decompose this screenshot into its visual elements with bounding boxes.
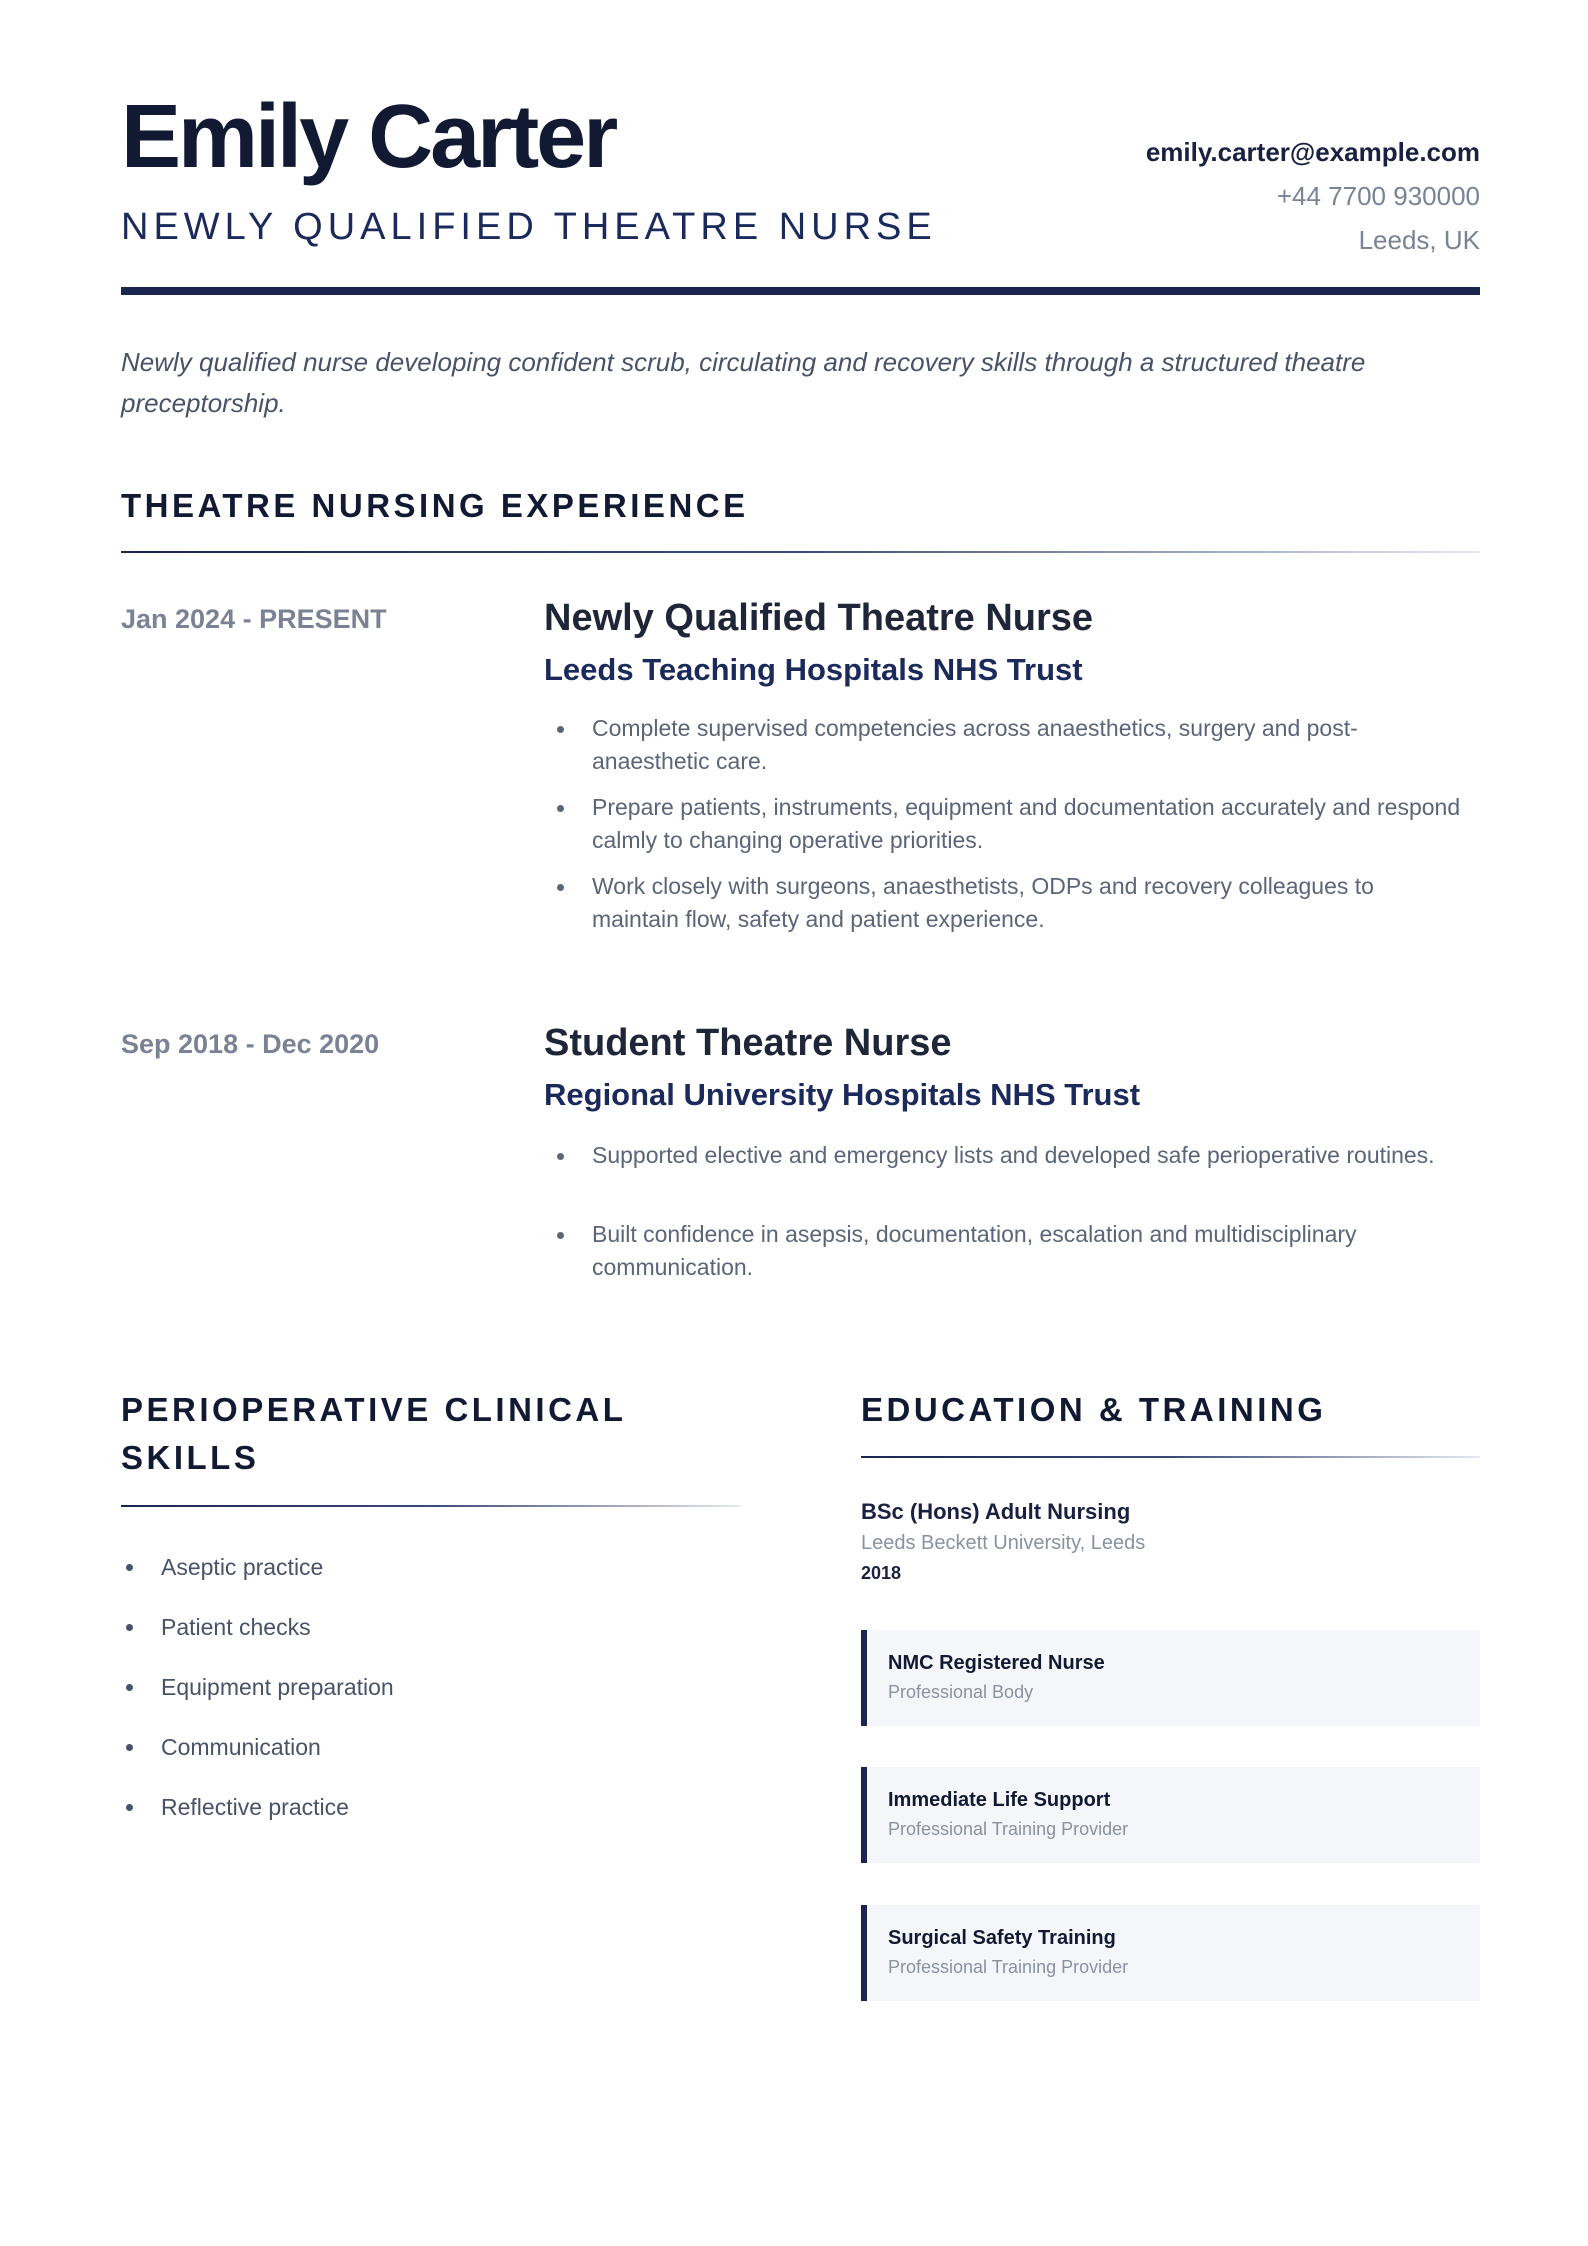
certification-org: Professional Training Provider bbox=[888, 1819, 1129, 1839]
job-1-employer: Leeds Teaching Hospitals NHS Trust bbox=[544, 652, 1083, 687]
job-2-employer: Regional University Hospitals NHS Trust bbox=[544, 1077, 1141, 1112]
skill-item: Aseptic practice bbox=[121, 1549, 661, 1585]
education-heading: EDUCATION & TRAINING bbox=[861, 1391, 1327, 1428]
job-1-bullet-1: Complete supervised competencies across anaesthetics, surgery and post-anaesthetic care. bbox=[544, 712, 1464, 778]
job-1-bullet-3: Work closely with surgeons, anaesthetists, ODPs and recovery colleagues to maintain flow, safety and patient experience. bbox=[544, 870, 1464, 936]
education-school: Leeds Beckett University, Leeds bbox=[861, 1532, 1146, 1554]
skills-heading-line-2: SKILLS bbox=[121, 1439, 260, 1476]
contact-phone: +44 7700 930000 bbox=[1276, 181, 1480, 211]
skill-item: Patient checks bbox=[121, 1609, 661, 1645]
certification-org: Professional Body bbox=[888, 1682, 1034, 1702]
job-1-dates: Jan 2024 - PRESENT bbox=[121, 604, 387, 634]
certification-org: Professional Training Provider bbox=[888, 1957, 1129, 1977]
skill-item: Reflective practice bbox=[121, 1789, 661, 1825]
job-2-bullet-1: Supported elective and emergency lists and developed safe perioperative routines. bbox=[544, 1139, 1464, 1172]
certification-card bbox=[861, 1905, 1480, 2001]
skill-item: Communication bbox=[121, 1729, 661, 1765]
skills-heading-line-1: PERIOPERATIVE CLINICAL bbox=[121, 1391, 627, 1428]
contact-block bbox=[1146, 130, 1480, 262]
certification-name: Immediate Life Support bbox=[888, 1789, 1111, 1811]
education-divider bbox=[861, 1456, 1480, 1458]
job-2-dates: Sep 2018 - Dec 2020 bbox=[121, 1029, 380, 1059]
education-degree: BSc (Hons) Adult Nursing bbox=[861, 1499, 1131, 1524]
skills-heading bbox=[121, 1386, 626, 1482]
certification-card bbox=[861, 1767, 1480, 1863]
candidate-role: NEWLY QUALIFIED THEATRE NURSE bbox=[121, 206, 937, 248]
skill-item: Equipment preparation bbox=[121, 1669, 661, 1705]
contact-email[interactable]: emily.carter@example.com bbox=[1145, 137, 1480, 167]
experience-divider bbox=[121, 551, 1480, 553]
certification-card bbox=[861, 1630, 1480, 1726]
job-1-title: Newly Qualified Theatre Nurse bbox=[544, 597, 1094, 639]
certification-name: NMC Registered Nurse bbox=[888, 1652, 1105, 1674]
education-year: 2018 bbox=[861, 1563, 902, 1583]
header-divider bbox=[121, 287, 1480, 295]
experience-heading: THEATRE NURSING EXPERIENCE bbox=[121, 487, 749, 524]
job-2-bullet-2: Built confidence in asepsis, documentation, escalation and multidisciplinary communication. bbox=[544, 1218, 1464, 1284]
skills-divider bbox=[121, 1505, 741, 1507]
candidate-name: Emily Carter bbox=[121, 87, 616, 187]
certification-name: Surgical Safety Training bbox=[888, 1927, 1116, 1949]
job-1-bullet-2: Prepare patients, instruments, equipment and documentation accurately and respond calmly to changing operative priorities. bbox=[544, 791, 1464, 857]
contact-location: Leeds, UK bbox=[1358, 225, 1480, 255]
job-2-title: Student Theatre Nurse bbox=[544, 1022, 952, 1064]
profile-summary: Newly qualified nurse developing confident scrub, circulating and recovery skills through a structured theatre preceptorship. bbox=[121, 347, 1366, 418]
